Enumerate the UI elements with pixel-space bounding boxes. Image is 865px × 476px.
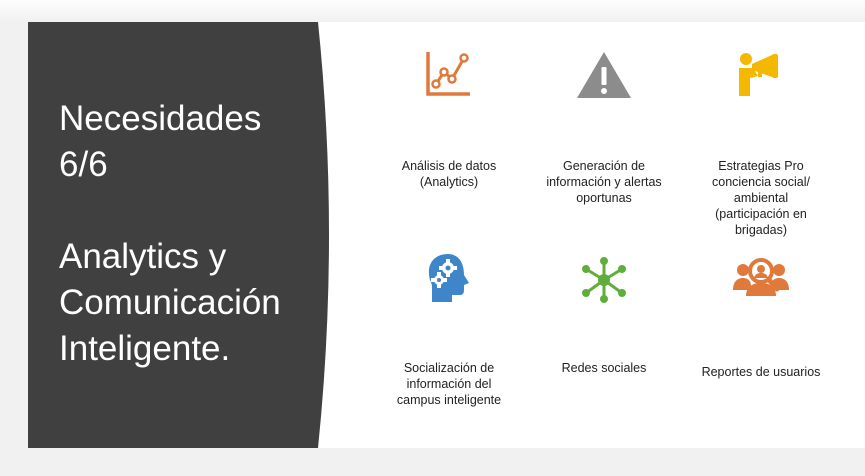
- title-line-3: Analytics y: [59, 237, 227, 276]
- top-bar: [0, 0, 865, 22]
- item-label: Reportes de usuarios: [701, 365, 821, 379]
- item-label: Socialización de: [403, 361, 495, 375]
- item-label: información y alertas: [546, 175, 662, 189]
- network-icon: [578, 256, 630, 304]
- item-alerts: [539, 50, 669, 206]
- item-reportes: [696, 256, 826, 380]
- item-analytics: [384, 50, 514, 190]
- warning-icon: [575, 50, 633, 100]
- item-label: brigadas): [734, 223, 788, 237]
- item-label: conciencia social/: [712, 175, 810, 189]
- line-chart-icon: [424, 50, 474, 98]
- item-label: Estrategias Pro: [718, 159, 804, 173]
- item-label: Análisis de datos: [401, 159, 497, 173]
- title-line-4: Comunicación: [59, 283, 281, 322]
- title-line-2: 6/6: [59, 145, 108, 184]
- item-label: Redes sociales: [561, 361, 647, 375]
- slide: [28, 22, 865, 448]
- title-line-1: Necesidades: [59, 99, 262, 138]
- item-label: información del: [406, 377, 492, 391]
- title-line-5: Inteligente.: [59, 329, 231, 368]
- item-label: (participación en: [715, 207, 807, 221]
- item-label: (Analytics): [419, 175, 479, 189]
- bottom-strip: [0, 448, 865, 476]
- item-strategies: [696, 50, 826, 238]
- head-gears-icon: [426, 252, 472, 304]
- slide-title: [59, 96, 329, 372]
- megaphone-person-icon: [736, 50, 786, 98]
- item-label: Generación de: [562, 159, 645, 173]
- item-label: campus inteligente: [396, 393, 502, 407]
- item-label: oportunas: [576, 191, 632, 205]
- item-label: ambiental: [733, 191, 789, 205]
- item-redes-sociales: [539, 256, 669, 376]
- item-socializacion: [384, 252, 514, 408]
- users-search-icon: [732, 256, 790, 304]
